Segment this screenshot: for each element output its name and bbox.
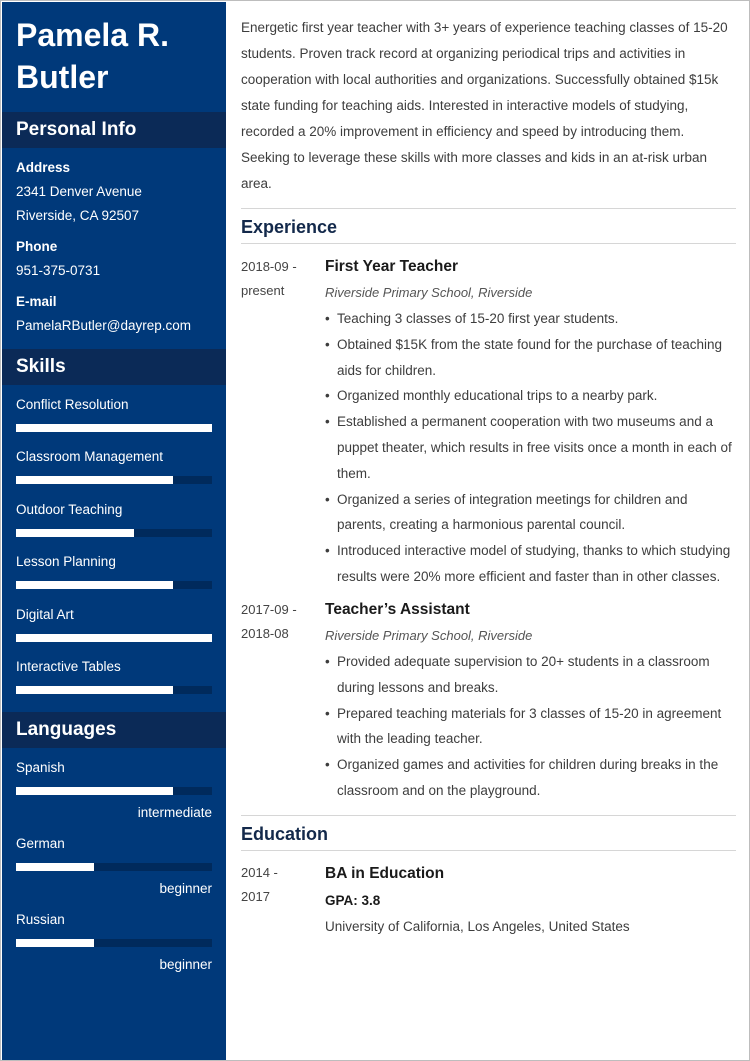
job-bullet: • Introduced interactive model of studying, thanks to which studying results were 20% more efficient and faster than in other classes. bbox=[325, 538, 736, 590]
job-title: First Year Teacher bbox=[325, 258, 458, 275]
skill-level-bar bbox=[16, 424, 212, 432]
gpa-value: 3.8 bbox=[361, 893, 381, 908]
address-line-2: Riverside, CA 92507 bbox=[16, 208, 140, 223]
skill-name: Classroom Management bbox=[16, 449, 164, 465]
skill-name: Lesson Planning bbox=[16, 554, 116, 570]
job-bullet: • Teaching 3 classes of 15-20 first year students. bbox=[325, 306, 736, 332]
language-level-fill bbox=[16, 863, 94, 871]
skill-level-fill bbox=[16, 581, 173, 589]
job-organization: Riverside Primary School, Riverside bbox=[325, 285, 533, 300]
personal-info-heading: Personal Info bbox=[2, 112, 226, 148]
job-title: Teacher’s Assistant bbox=[325, 601, 470, 618]
skill-level-fill bbox=[16, 476, 173, 484]
job-bullet: • Provided adequate supervision to 20+ students in a classroom during lessons and breaks. bbox=[325, 649, 736, 701]
experience-heading: Experience bbox=[241, 217, 338, 237]
job-bullet: • Obtained $15K from the state found for the purchase of teaching aids for children. bbox=[325, 332, 736, 384]
skill-level-fill bbox=[16, 634, 212, 642]
education-date-start: 2014 - bbox=[241, 865, 278, 880]
language-level-bar bbox=[16, 939, 212, 947]
job-date-end: 2018-08 bbox=[241, 626, 289, 641]
job-date-start: 2018-09 - bbox=[241, 259, 297, 274]
skill-level-fill bbox=[16, 424, 212, 432]
education-heading: Education bbox=[241, 824, 329, 844]
education-date-end: 2017 bbox=[241, 889, 270, 904]
language-level-bar bbox=[16, 863, 212, 871]
skill-level-bar bbox=[16, 529, 212, 537]
email-value: PamelaRButler@dayrep.com bbox=[16, 318, 192, 333]
phone-value: 951-375-0731 bbox=[16, 263, 101, 278]
language-name: German bbox=[16, 836, 65, 851]
degree-title: BA in Education bbox=[325, 865, 445, 882]
profile-summary: Energetic first year teacher with 3+ years of experience teaching classes of 15-20 students. Proven track record at organizing periodical trips and activities in cooperation with local authorities and organizations. Successfully obtained $15k state funding for teaching aids. Interested in interactive models of studying, recorded a 20% improvement in efficiency and speed by introducing them. Seeking to leverage these skills with more classes and kids in an at-risk urban area. bbox=[241, 20, 728, 191]
school-name: University of California, Los Angeles, United States bbox=[325, 919, 630, 934]
skill-name: Interactive Tables bbox=[16, 659, 121, 674]
phone-label: Phone bbox=[16, 239, 58, 254]
job-bullets bbox=[325, 306, 736, 590]
address-line-1: 2341 Denver Avenue bbox=[16, 184, 142, 199]
language-level-label: beginner bbox=[159, 957, 212, 972]
skills-heading: Skills bbox=[2, 349, 226, 385]
skill-level-fill bbox=[16, 529, 134, 537]
divider bbox=[241, 208, 736, 209]
address-label: Address bbox=[16, 160, 71, 175]
language-level-label: beginner bbox=[159, 881, 212, 896]
language-level-fill bbox=[16, 939, 94, 947]
divider bbox=[241, 815, 736, 816]
sidebar bbox=[2, 2, 226, 1060]
job-bullet: • Established a permanent cooperation with two museums and a puppet theater, which results in free visits once a month in each of them. bbox=[325, 409, 736, 486]
language-name: Spanish bbox=[16, 760, 65, 775]
job-bullet: • Prepared teaching materials for 3 classes of 15-20 in agreement with the leading teacher. bbox=[325, 701, 736, 753]
divider bbox=[241, 850, 736, 851]
skill-name: Conflict Resolution bbox=[16, 397, 129, 412]
job-bullets bbox=[325, 649, 736, 804]
skill-level-bar bbox=[16, 686, 212, 694]
job-bullet: • Organized a series of integration meetings for children and parents, creating a harmonious parental council. bbox=[325, 487, 736, 539]
skill-level-bar bbox=[16, 476, 212, 484]
skill-name: Outdoor Teaching bbox=[16, 501, 123, 517]
language-level-fill bbox=[16, 787, 173, 795]
gpa bbox=[325, 892, 380, 910]
job-date-end: present bbox=[241, 283, 285, 298]
job-bullet: • Organized games and activities for children during breaks in the classroom and on the playground. bbox=[325, 752, 736, 804]
skill-level-fill bbox=[16, 686, 173, 694]
skill-name: Digital Art bbox=[16, 606, 74, 622]
job-bullet: • Organized monthly educational trips to a nearby park. bbox=[325, 383, 736, 409]
divider bbox=[241, 243, 736, 244]
skill-level-bar bbox=[16, 581, 212, 589]
language-name: Russian bbox=[16, 912, 65, 927]
language-level-label: intermediate bbox=[137, 805, 212, 820]
language-level-bar bbox=[16, 787, 212, 795]
job-date-start: 2017-09 - bbox=[241, 602, 297, 617]
gpa-label: GPA: bbox=[325, 893, 358, 908]
languages-heading: Languages bbox=[2, 712, 226, 748]
skill-level-bar bbox=[16, 634, 212, 642]
job-organization: Riverside Primary School, Riverside bbox=[325, 628, 533, 643]
candidate-name: Pamela R. Butler bbox=[16, 17, 169, 95]
email-label: E-mail bbox=[16, 294, 57, 309]
